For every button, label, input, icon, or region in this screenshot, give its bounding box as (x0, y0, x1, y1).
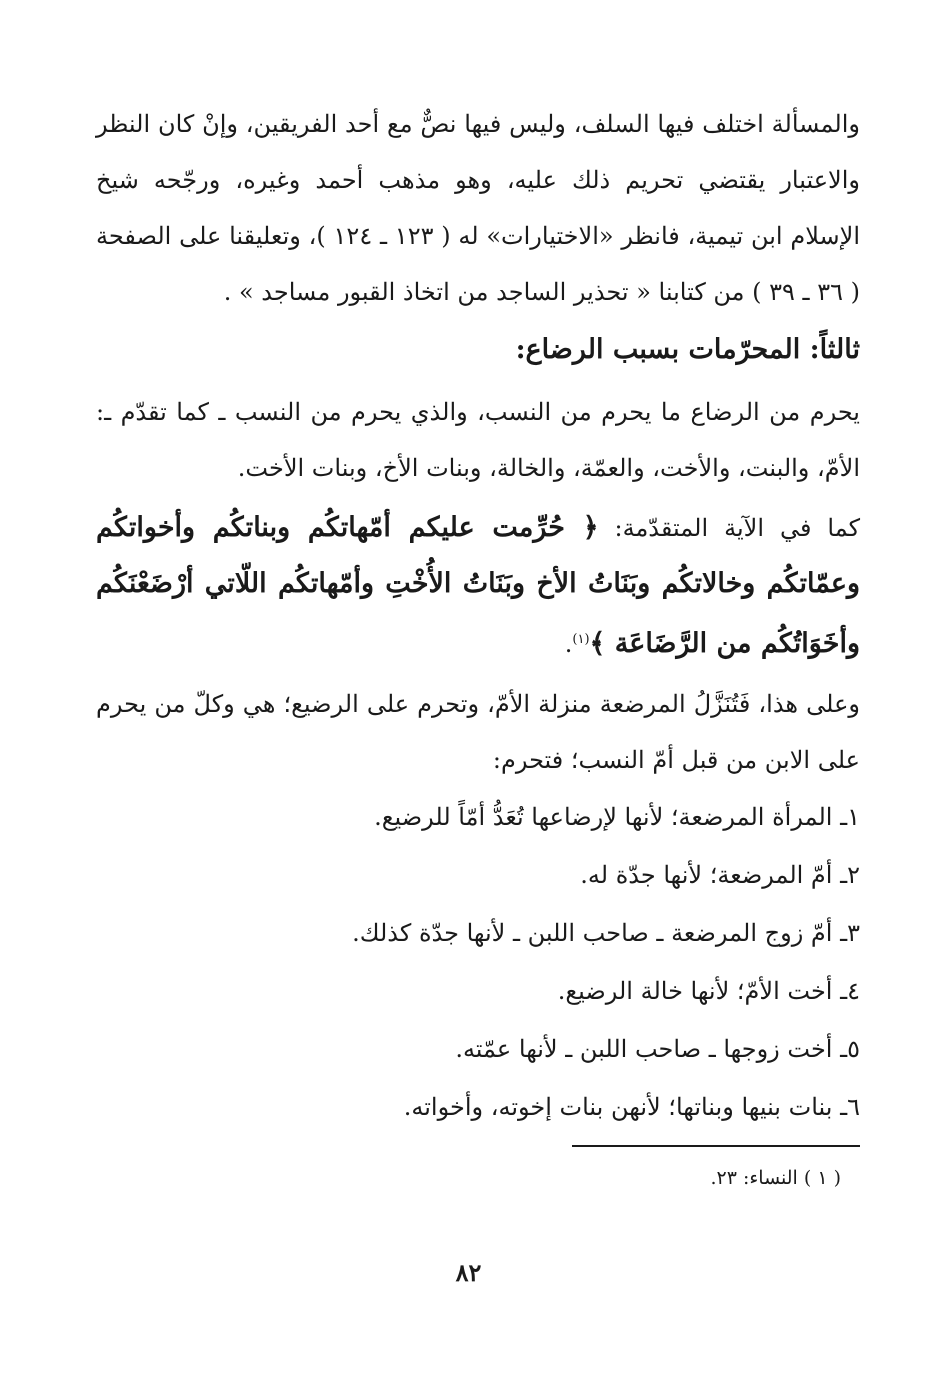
section-heading: ثالثاً: المحرّمات بسبب الرضاع: (515, 334, 860, 365)
verse-intro: كما في الآية المتقدّمة: (598, 514, 860, 542)
verse-end: . (564, 630, 573, 658)
quran-verse: ﴿ حُرِّمت عليكم أمّهاتكُم وبناتكُم وأخواتكُم وعمّاتكُم وخالاتكُم وبَنَاتُ الأخ وبَنَاتُ الأُخْتِ وأمّهاتكُم اللّاتي أرْضَعْنَكُم وأخَوَاتُكُم من الرَّضَاعَة ﴾ (96, 512, 860, 659)
list-item: ٢ـ أمّ المرضعة؛ لأنها جدّة له. (580, 861, 860, 889)
list-item: ٦ـ بنات بنيها وبناتها؛ لأنهن بنات إخوته، وأخواته. (403, 1093, 860, 1121)
paragraph-4: وعلى هذا، فَتُنَزَّلُ المرضعة منزلة الأمّ، وتحرم على الرضيع؛ هي وكلّ من يحرم على الابن من قبل أمّ النسب؛ فتحرم: (96, 690, 860, 774)
paragraph-3 (96, 500, 860, 672)
paragraph-2: يحرم من الرضاع ما يحرم من النسب، والذي يحرم من النسب ـ كما تقدّم ـ: الأمّ، والبنت، والأخت، والعمّة، والخالة، وبنات الأخ، وبنات الأخت. (96, 398, 860, 482)
list-item: ٣ـ أمّ زوج المرضعة ـ صاحب اللبن ـ لأنها جدّة كذلك. (352, 919, 860, 947)
prohibited-list (96, 788, 860, 1136)
footnote-marker: (١) (572, 632, 590, 647)
page-body (96, 96, 860, 1136)
footnote: ( ١ ) النساء: ٢٣. (710, 1167, 841, 1189)
paragraph-1: والمسألة اختلف فيها السلف، وليس فيها نصٌّ مع أحد الفريقين، وإنْ كان النظر والاعتبار يقتضي تحريم ذلك عليه، وهو مذهب أحمد وغيره، ورجّحه شيخ الإسلام ابن تيمية، فانظر «الاختيارات» له ( ١٢٣ ـ ١٢٤ )، وتعليقنا على الصفحة ( ٣٦ ـ ٣٩ ) من كتابنا « تحذير الساجد من اتخاذ القبور مساجد » . (96, 110, 860, 306)
list-item: ٥ـ أخت زوجها ـ صاحب اللبن ـ لأنها عمّته. (455, 1035, 860, 1063)
footnote-divider (572, 1145, 860, 1147)
list-item: ١ـ المرأة المرضعة؛ لأنها لإرضاعها تُعَدُّ أمّاً للرضيع. (374, 803, 860, 831)
page-number: ٨٢ (455, 1258, 482, 1287)
list-item: ٤ـ أخت الأمّ؛ لأنها خالة الرضيع. (557, 977, 860, 1005)
